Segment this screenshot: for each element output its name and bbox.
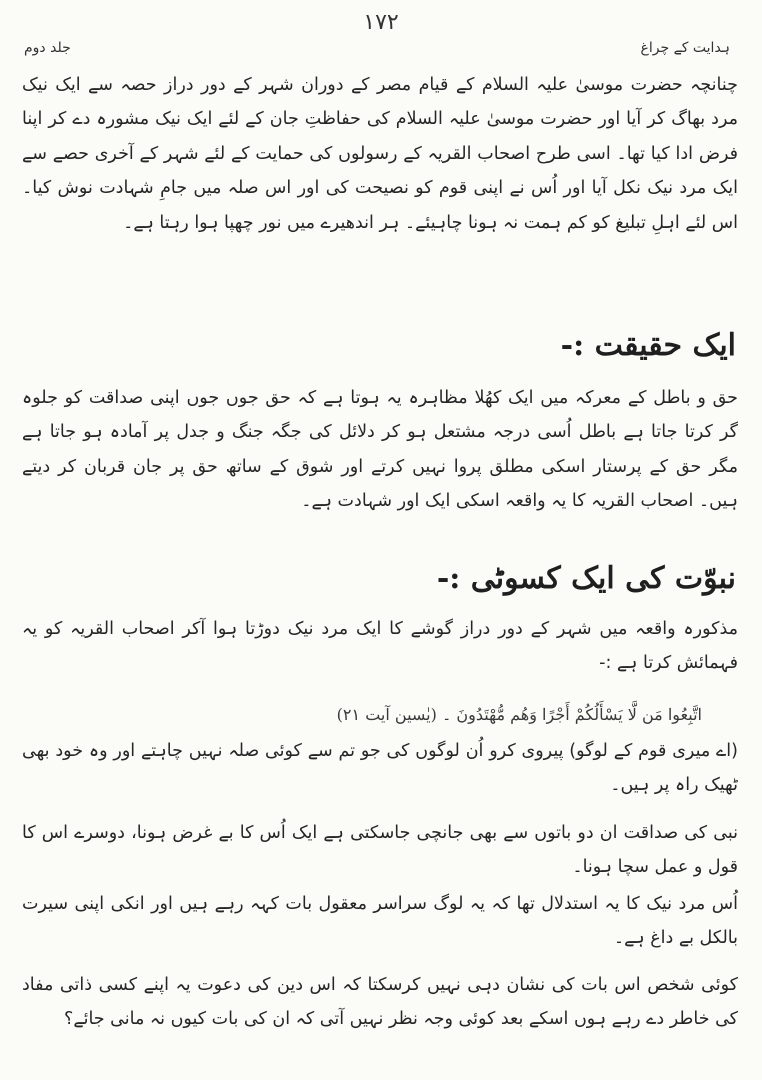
section-7 [22, 968, 738, 1037]
section-5 [22, 816, 738, 885]
section-6 [22, 887, 738, 956]
quran-verse: اتَّبِعُوا مَن لَّا يَسْأَلُكُمْ أَجْرًا وَهُم مُّهْتَدُونَ ۔ (یٰسین آیت ۲۱) [336, 705, 702, 724]
paragraph-5: نبی کی صداقت ان دو باتوں سے بھی جانچی جاسکتی ہے ایک اُس کا بے غرض ہونا، دوسرے اس کا قول و عمل سچا ہونا۔ [22, 823, 738, 878]
paragraph-7: کوئی شخص اس بات کی نشان دہی نہیں کرسکتا کہ اس دین کی دعوت یہ اپنے کسی ذاتی مفاد کی خاطر دے رہے ہوں اسکے بعد کوئی وجہ نظر نہیں آتی کہ ان کی بات کیوں نہ مانی جائے؟ [22, 975, 738, 1030]
page-number: ۱۷۲ [363, 10, 399, 35]
section-1 [22, 68, 738, 240]
section-2 [22, 381, 738, 519]
paragraph-1: چنانچہ حضرت موسیٰ علیہ السلام کے قیام مصر کے دوران شہر کے دور دراز حصہ سے ایک نیک مرد بھاگ کر آیا اور حضرت موسیٰ علیہ السلام کی حفاظتِ جان کے لئے ایک نیک مشورہ دے کر اپنا فرض ادا کیا تھا۔ اسی طرح اصحاب القریہ کے رسولوں کی حمایت کے لئے شہر کے آخری حصے سے ایک مرد نیک نکل آیا اور اُس نے اپنی قوم کو نصیحت کی اور اس صلہ میں جامِ شہادت نوش کیا۔ اس لئے اہلِ تبلیغ کو کم ہمت نہ ہونا چاہیئے۔ ہر اندھیرے میں نور چھپا ہوا رہتا ہے۔ [22, 75, 738, 233]
book-title: ہدایت کے چراغ [640, 40, 730, 56]
heading-ek-haqeeqat: ایک حقیقت :- [560, 328, 736, 363]
section-4 [22, 734, 738, 803]
section-3 [22, 612, 738, 681]
running-header [24, 40, 730, 62]
heading-nabuwwat-ki-kasauti: نبوّت کی ایک کسوٹی :- [436, 561, 736, 596]
volume-label: جلد دوم [24, 40, 71, 56]
paragraph-3: مذکورہ واقعہ میں شہر کے دور دراز گوشے کا ایک مرد نیک دوڑتا ہوا آکر اصحاب القریہ کو یہ فہمائش کرتا ہے :- [22, 619, 738, 674]
verse-translation: (اے میری قوم کے لوگو) پیروی کرو اُن لوگوں کی جو تم سے کوئی صلہ نہیں چاہتے اور وہ خود بھی ٹھیک راہ پر ہیں۔ [22, 741, 738, 796]
paragraph-2: حق و باطل کے معرکہ میں ایک کھُلا مظاہرہ یہ ہوتا ہے کہ حق جوں جوں اپنی صداقت کو جلوہ گر کرتا جاتا ہے باطل اُسی درجہ مشتعل ہو کر دلائل کی جگہ جنگ و جدل پر آمادہ ہو جاتا ہے مگر حق کے پرستار اسکی مطلق پروا نہیں کرتے اور شوق کے ساتھ حق پر جان قربان کر دیتے ہیں۔ اصحاب القریہ کا یہ واقعہ اسکی ایک اور شہادت ہے۔ [22, 388, 738, 512]
paragraph-6: اُس مرد نیک کا یہ استدلال تھا کہ یہ لوگ سراسر معقول بات کہہ رہے ہیں اور انکی اپنی سیرت بالکل بے داغ ہے۔ [22, 894, 738, 949]
